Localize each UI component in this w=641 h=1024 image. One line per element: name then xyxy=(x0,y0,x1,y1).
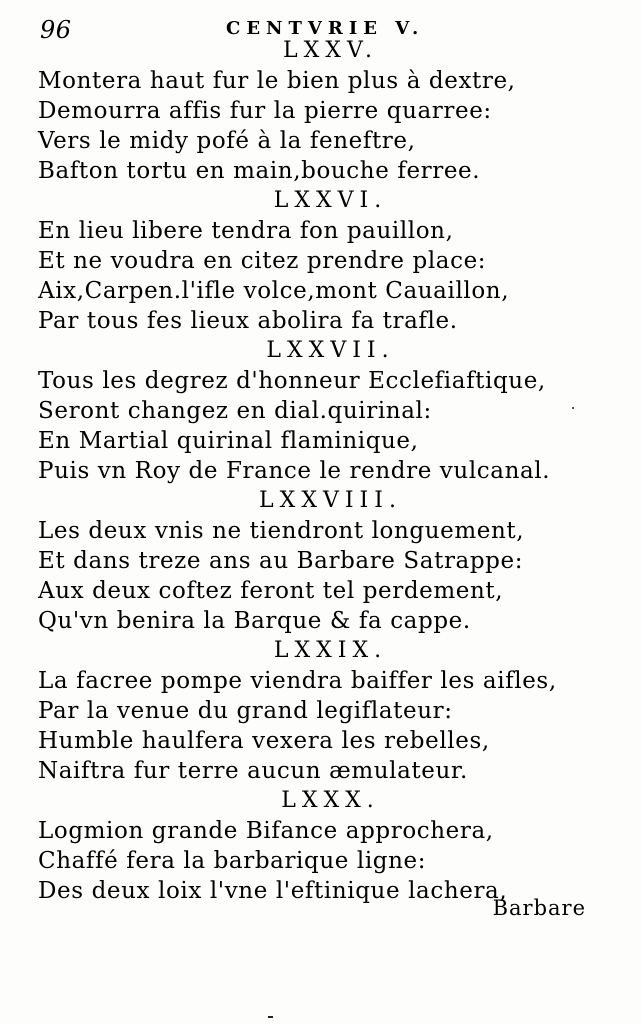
quatrain-75 xyxy=(0,36,641,186)
quatrain-number: LXXX. xyxy=(281,788,380,813)
ink-speck xyxy=(572,407,574,409)
verse-line: Les deux vnis ne tiendront longuement, xyxy=(38,518,525,544)
quatrain-77 xyxy=(0,336,641,486)
verse-line: Bafton tortu en main,bouche ferree. xyxy=(38,158,481,184)
verse-line: En lieu libere tendra fon pauillon, xyxy=(38,218,454,244)
verse-line: Par la venue du grand legiflateur: xyxy=(38,698,453,724)
verse-line: Aux deux coftez feront tel perdement, xyxy=(38,578,504,604)
verse-line: Humble haulfera vexera les rebelles, xyxy=(38,728,490,754)
verse-line: Aix,Carpen.l'ifle volce,mont Cauaillon, xyxy=(38,278,510,304)
quatrain-80 xyxy=(0,786,641,906)
verse-line: Des deux loix l'vne l'eftinique lachera, xyxy=(38,878,508,904)
verse-line: Par tous fes lieux abolira fa trafle. xyxy=(38,308,458,334)
verse-line: Vers le midy pofé à la feneftre, xyxy=(38,128,416,154)
verse-line: Montera haut fur le bien plus à dextre, xyxy=(38,68,516,94)
quatrain-78 xyxy=(0,486,641,636)
verse-line: Et ne voudra en citez prendre place: xyxy=(38,248,487,274)
verse-line: En Martial quirinal flaminique, xyxy=(38,428,419,454)
quatrain-76 xyxy=(0,186,641,336)
verse-line: Seront changez en dial.quirinal: xyxy=(38,398,432,424)
verse-line: Naiftra fur terre aucun æmulateur. xyxy=(38,758,468,784)
verse-line: Et dans treze ans au Barbare Satrappe: xyxy=(38,548,524,574)
quatrain-list xyxy=(0,36,641,906)
quatrain-number: LXXIX. xyxy=(273,638,388,663)
quatrain-number: LXXVIII. xyxy=(259,488,402,513)
quatrain-number: LXXVII. xyxy=(266,338,395,363)
verse-line: Qu'vn benira la Barque & fa cappe. xyxy=(38,608,471,634)
verse-line: Chaffé fera la barbarique ligne: xyxy=(38,848,427,874)
verse-line: Puis vn Roy de France le rendre vulcanal. xyxy=(38,458,551,484)
verse-line: Logmion grande Bifance approchera, xyxy=(38,818,494,844)
verse-line: Demourra affis fur la pierre quarree: xyxy=(38,98,492,124)
verse-line: Tous les degrez d'honneur Ecclefiaftique, xyxy=(38,368,546,394)
quatrain-79 xyxy=(0,636,641,786)
catchword: Barbare xyxy=(492,896,586,920)
ink-speck xyxy=(268,1016,273,1018)
quatrain-number: LXXV. xyxy=(283,38,378,63)
quatrain-number: LXXVI. xyxy=(273,188,388,213)
running-title: CENTVRIE V. xyxy=(226,18,425,39)
verse-line: La facree pompe viendra baiffer les aifles, xyxy=(38,668,557,694)
page-number: 96 xyxy=(40,16,72,44)
